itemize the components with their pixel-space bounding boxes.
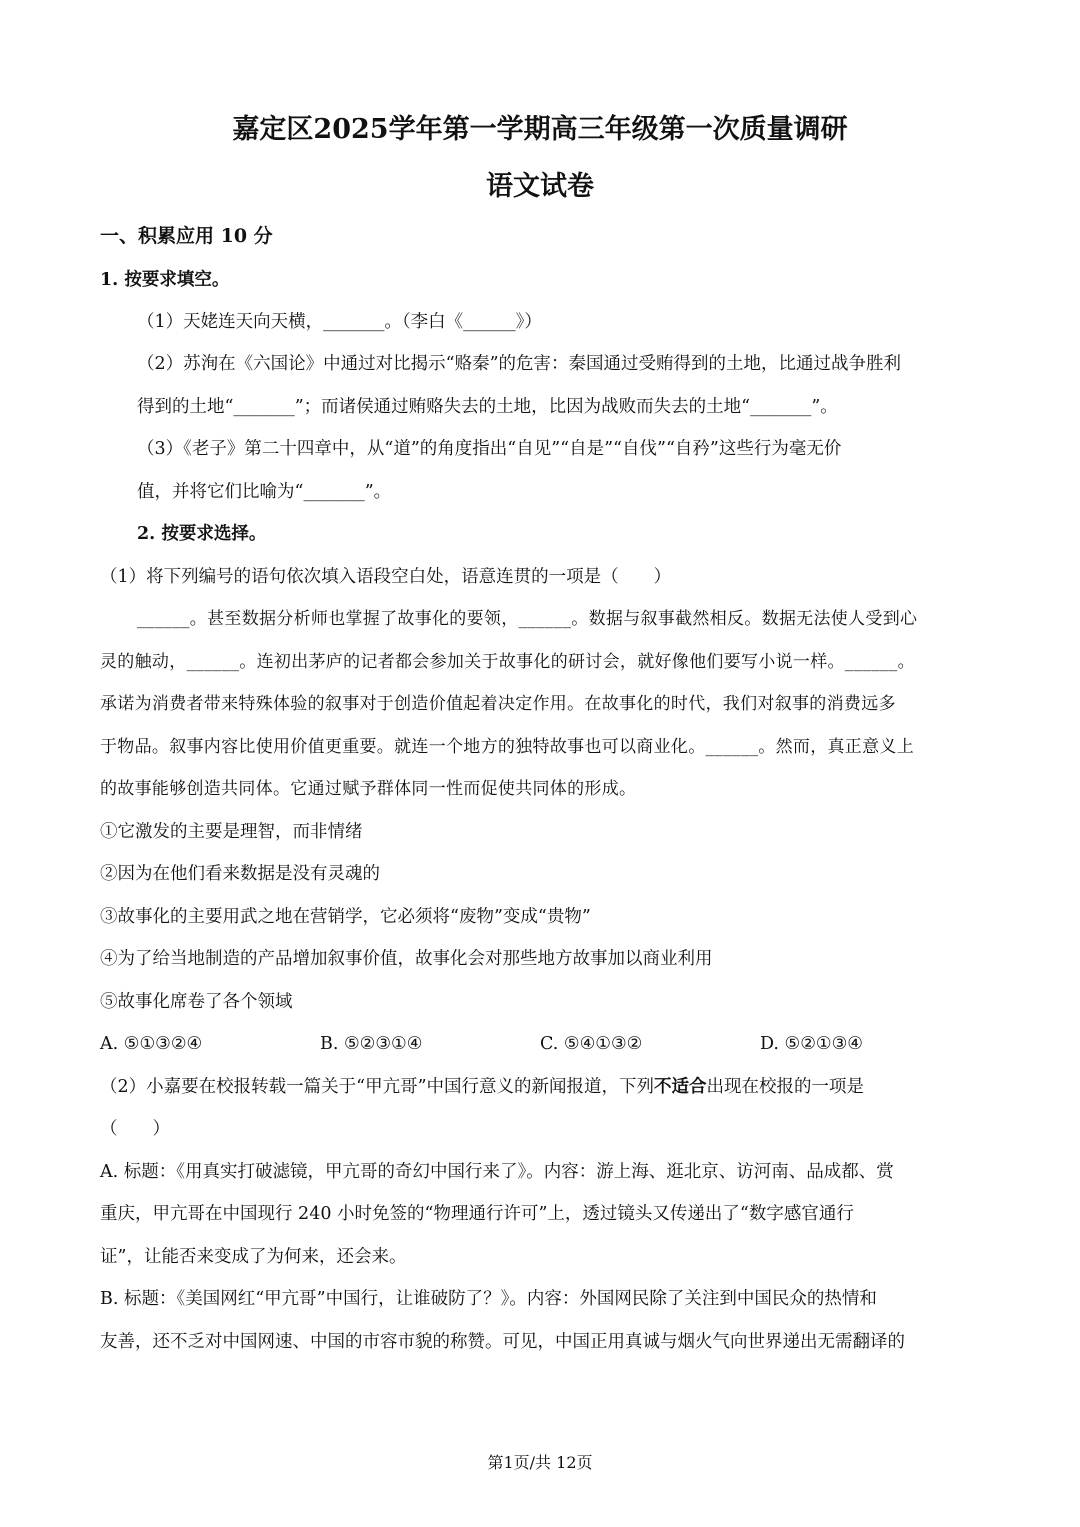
question-1-item-3-line-2: 值，并将它们比喻为“_______”。 [137, 482, 392, 502]
question-2-sub-2-stem [100, 1075, 864, 1099]
passage-line-4: 于物品。叙事内容比使用价值更重要。就连一个地方的独特故事也可以商业化。______。然而，真正意义上 [100, 737, 914, 757]
question-2-sub-2-paren: （ ） [100, 1119, 170, 1139]
question-1-item-2-line-2: 得到的土地“_______”；而诸侯通过贿赂失去的土地，比因为战败而失去的土地“_______”。 [137, 397, 838, 417]
sentence-option-3: ③故事化的主要用武之地在营销学，它必须将“废物”变成“贵物” [100, 907, 591, 927]
question-2-label: 2. 按要求选择。 [137, 524, 267, 544]
sentence-option-1: ①它激发的主要是理智，而非情绪 [100, 822, 363, 842]
question-1-item-1: （1）天姥连天向天横，_______。（李白《______》） [137, 312, 542, 332]
question-1-item-2-line-1: （2）苏洵在《六国论》中通过对比揭示“赂秦”的危害：秦国通过受贿得到的土地，比通过战争胜利 [137, 354, 902, 374]
option-a-line-3: 证”，让能否来变成了为何来，还会来。 [100, 1247, 407, 1267]
section-heading: 一、积累应用 10 分 [100, 225, 273, 247]
option-a-line-2: 重庆，甲亢哥在中国现行 240 小时免签的“物理通行许可”上，透过镜头又传递出了“数字感官通行 [100, 1204, 854, 1224]
option-b-line-1: B. 标题：《美国网红“甲亢哥”中国行，让谁破防了？》。内容：外国网民除了关注到中国民众的热情和 [100, 1289, 877, 1309]
choice-c: C. ⑤④①③② [540, 1034, 643, 1054]
passage-line-5: 的故事能够创造共同体。它通过赋予群体同一性而促使共同体的形成。 [100, 779, 637, 799]
question-2-sub-1-stem: （1）将下列编号的语句依次填入语段空白处，语意连贯的一项是（ ） [100, 567, 672, 587]
option-b-line-2: 友善，还不乏对中国网速、中国的市容市貌的称赞。可见，中国正用真诚与烟火气向世界递出无需翻译的 [100, 1332, 905, 1352]
passage-line-1: ______。甚至数据分析师也掌握了故事化的要领，______。数据与叙事截然相反。数据无法使人受到心 [137, 609, 918, 629]
sentence-option-2: ②因为在他们看来数据是没有灵魂的 [100, 864, 380, 884]
choice-a: A. ⑤①③②④ [100, 1034, 203, 1054]
stem-text-post: 出现在校报的一项是 [706, 1077, 865, 1097]
sentence-option-4: ④为了给当地制造的产品增加叙事价值，故事化会对那些地方故事加以商业利用 [100, 949, 713, 969]
stem-emphasis: 不适合 [654, 1077, 707, 1097]
passage-line-3: 承诺为消费者带来特殊体验的叙事对于创造价值起着决定作用。在故事化的时代，我们对叙事的消费远多 [100, 694, 896, 714]
exam-subtitle: 语文试卷 [486, 171, 594, 202]
choice-b: B. ⑤②③①④ [320, 1034, 423, 1054]
exam-title: 嘉定区2025学年第一学期高三年级第一次质量调研 [232, 114, 848, 145]
choice-d: D. ⑤②①③④ [760, 1034, 863, 1054]
question-1-item-3-line-1: （3）《老子》第二十四章中，从“道”的角度指出“自见”“自是”“自伐”“自矜”这些行为毫无价 [137, 439, 842, 459]
question-1-label: 1. 按要求填空。 [100, 270, 230, 290]
option-a-line-1: A. 标题：《用真实打破滤镜，甲亢哥的奇幻中国行来了》。内容：游上海、逛北京、访河南、品成都、赏 [100, 1162, 894, 1182]
stem-text-pre: （2）小嘉要在校报转载一篇关于“甲亢哥”中国行意义的新闻报道，下列 [100, 1077, 655, 1097]
page-number: 第1页/共 12页 [487, 1453, 593, 1472]
passage-line-2: 灵的触动，______。连初出茅庐的记者都会参加关于故事化的研讨会，就好像他们要写小说一样。______。 [100, 652, 915, 672]
sentence-option-5: ⑤故事化席卷了各个领域 [100, 992, 293, 1012]
